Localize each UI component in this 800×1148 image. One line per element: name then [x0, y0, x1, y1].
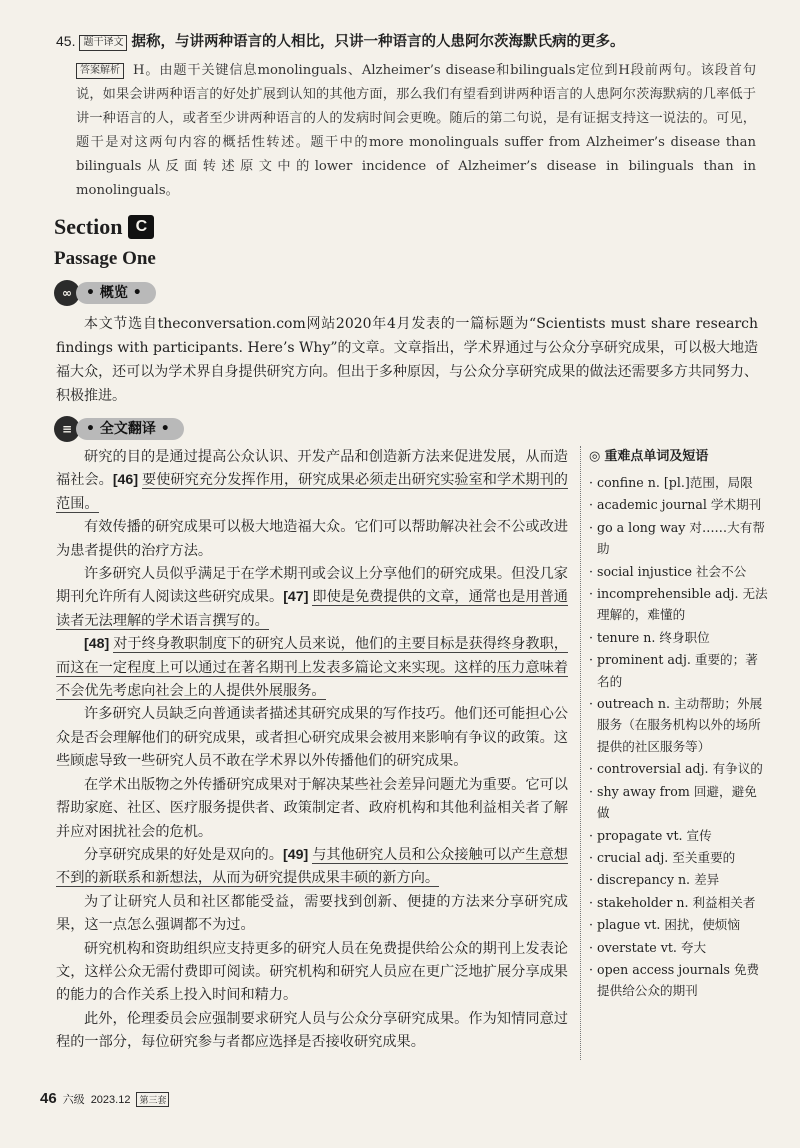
translation-paragraph [56, 703, 568, 773]
paragraph-text: 许多研究人员缺乏向普通读者描述其研究成果的写作技巧。他们还可能担心公众是否会理解他们的研究成果，或者担心研究成果会被用来影响有争议的政策。这些顾虑导致一些研究人员不敢在学术界以外传播他们的研究成果。 [56, 706, 568, 770]
translation-header [54, 416, 184, 442]
overview-text: 本文节选自theconversation.com网站2020年4月发表的一篇标题为“Scientists must share research findings with participants. Here’s Why”的文章。文章指出，学术界通过与公众分享研究成果，可以极大地造福大众，还可以为学术界自身提供研究方向。但出于多种原因，与公众分享研究成果的做法还需要多方共同努力、积极推进。 [56, 316, 758, 404]
section-heading [54, 214, 154, 240]
question-45 [56, 30, 756, 203]
paragraph-text: 研究的目的是通过提高公众认识、开发产品和创造新方法来促进发展，从而造福社会。 [56, 449, 568, 489]
translation-paragraph [56, 938, 568, 1008]
vocab-item: · tenure n. 终身职位 [589, 627, 769, 648]
glasses-icon: ∞ [54, 280, 80, 306]
stem-translation-tag: 题干译文 [79, 35, 127, 51]
vocab-item: · confine n. [pl.]范围，局限 [589, 472, 769, 493]
vocab-item: · academic journal 学术期刊 [589, 494, 769, 515]
translation-paragraph [56, 774, 568, 844]
paragraph-text: 有效传播的研究成果可以极大地造福大众。它们可以帮助解决社会不公或改进为患者提供的治疗方法。 [56, 519, 568, 559]
translation-paragraph [56, 446, 568, 516]
vocab-item: · incomprehensible adj. 无法理解的，难懂的 [589, 583, 769, 626]
overview-label: • 概览 • [76, 282, 156, 304]
vocab-item: · outreach n. 主动帮助；外展服务（在服务机构以外的场所提供的社区服务等） [589, 693, 769, 757]
paragraph-text: 在学术出版物之外传播研究成果对于解决某些社会差异问题尤为重要。它可以帮助家庭、社区、医疗服务提供者、政策制定者、政府机构和其他利益相关者了解并应对困扰社会的危机。 [56, 776, 568, 840]
translation-paragraph [56, 563, 568, 633]
answer-tag: 答案解析 [76, 63, 124, 79]
section-title: Section [54, 214, 123, 239]
question-stem [56, 30, 756, 53]
vocab-item: · prominent adj. 重要的；著名的 [589, 649, 769, 692]
footer-tag: 第三套 [136, 1092, 169, 1107]
question-marker: [48] [84, 636, 114, 653]
paragraph-text: 此外，伦理委员会应强制要求研究人员与公众分享研究成果。作为知情同意过程的一部分，每位研究参与者都应选择是否接收研究成果。 [56, 1010, 568, 1051]
translation-paragraph [56, 633, 568, 703]
underlined-sentence: 要使研究充分发挥作用，研究成果必须走出研究实验室和学术期刊的范围。 [56, 472, 568, 512]
question-marker: [47] [283, 589, 313, 606]
paragraph-text: 分享研究成果的好处是双向的。 [84, 846, 283, 863]
translation-paragraph [56, 891, 568, 938]
answer-explanation [76, 59, 756, 203]
question-number: 45. [56, 33, 76, 49]
vocab-heading [589, 446, 769, 468]
question-marker: [46] [112, 472, 142, 489]
question-marker: [49] [282, 846, 313, 863]
vocab-item: · propagate vt. 宣传 [589, 825, 769, 846]
paragraph-text: 研究机构和资助组织应支持更多的研究人员在免费提供给公众的期刊上发表论文，这样公众无需付费即可阅读。研究机构和研究人员应在更广泛地扩展分享成果的能力的合作关系上投入时间和精力。 [56, 940, 568, 1004]
translation-label: • 全文翻译 • [76, 418, 184, 440]
footer-issue: 2023.12 [90, 1094, 131, 1106]
answer-text: H。由题干关键信息monolinguals、Alzheimer’s disease和bilinguals定位到H段前两句。该段首句说，如果会讲两种语言的好处扩展到认知的其他方面，那么我们有望看到讲两种语言的人患阿尔茨海默病的几率低于讲一种语言的人，或者至少讲两种语言的人的发病时间会更晚。随后的第二句说，是有证据支持这一说法的。可见，题干是对这两句内容的概括性转述。题干中的more monolinguals suffer from Alzheimer’s disease than bilinguals从反面转述原文中的lower incidence of Alzheimer’s disease in bilinguals than in monolinguals。 [76, 63, 757, 198]
vocab-item: · stakeholder n. 利益相关者 [589, 892, 769, 913]
vocab-sidebar [580, 446, 769, 1060]
underlined-sentence: 与其他研究人员和公众接触可以产生意想不到的新联系和新想法，从而为研究提供成果丰硕的新方向。 [56, 846, 568, 887]
translation-paragraph [56, 516, 568, 563]
passage-title: Passage One [54, 248, 156, 269]
vocab-item: · discrepancy n. 差异 [589, 869, 769, 890]
overview-header [54, 280, 156, 306]
vocab-item: · controversial adj. 有争议的 [589, 758, 769, 779]
section-letter-icon: C [128, 215, 154, 239]
page-footer [40, 1090, 169, 1107]
document-icon: ≡ [54, 416, 80, 442]
paragraph-text: 许多研究人员似乎满足于在学术期刊或会议上分享他们的研究成果。但没几家期刊允许所有人阅读这些研究成果。 [56, 566, 568, 606]
translation-paragraph [56, 1008, 568, 1055]
vocab-item: · plague vt. 困扰，使烦恼 [589, 914, 769, 935]
translation-body [56, 446, 568, 1055]
vocab-item: · overstate vt. 夸大 [589, 937, 769, 958]
translation-paragraph [56, 844, 568, 891]
target-icon: ◎ [589, 449, 601, 464]
page-number: 46 [40, 1090, 57, 1107]
vocab-heading-text: 重难点单词及短语 [604, 449, 709, 464]
vocab-list [589, 472, 769, 1002]
stem-text: 据称，与讲两种语言的人相比，只讲一种语言的人患阿尔茨海默氏病的更多。 [131, 33, 625, 50]
footer-level: 六级 [62, 1094, 85, 1106]
vocab-item: · shy away from 回避，避免做 [589, 781, 769, 824]
paragraph-text: 为了让研究人员和社区都能受益，需要找到创新、便捷的方法来分享研究成果，这一点怎么强调都不为过。 [56, 893, 568, 934]
underlined-sentence: 即使是免费提供的文章，通常也是用普通读者无法理解的学术语言撰写的。 [56, 589, 568, 629]
vocab-item: · crucial adj. 至关重要的 [589, 847, 769, 868]
vocab-item: · social injustice 社会不公 [589, 561, 769, 582]
vocab-item: · open access journals 免费提供给公众的期刊 [589, 959, 769, 1002]
underlined-sentence: 对于终身教职制度下的研究人员来说，他们的主要目标是获得终身教职，而这在一定程度上可以通过在著名期刊上发表多篇论文来实现。这样的压力意味着不会优先考虑向社会上的人提供外展服务。 [56, 636, 568, 700]
vocab-item: · go a long way 对……大有帮助 [589, 517, 769, 560]
